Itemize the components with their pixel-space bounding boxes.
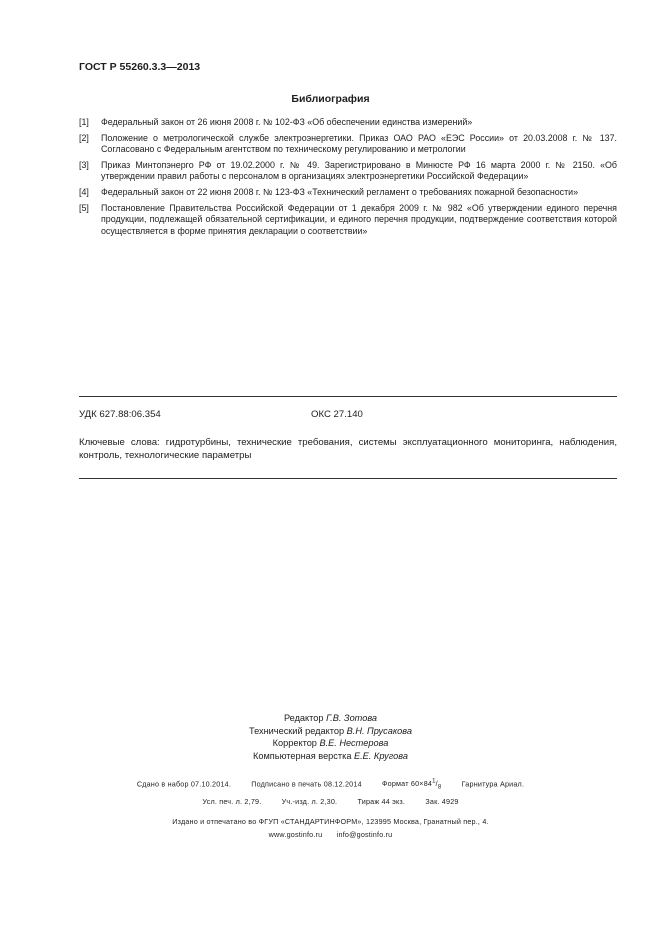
keywords: Ключевые слова: гидротурбины, технические требования, системы эксплуатационного мониторинга, наблюдения, контроль, технологические параметры	[79, 437, 617, 461]
credit-role: Редактор	[283, 713, 324, 723]
imprint-format: Формат $60\times 84^1/_8$	[381, 779, 442, 791]
document-number: ГОСТ Р 55260.3.3—2013	[79, 61, 201, 73]
imprint-sheets: Усл. печ. л. 2,79.	[202, 796, 262, 806]
imprint-edition-sheets: Уч.-изд. л. 2,30.	[281, 796, 338, 806]
publisher-contacts	[0, 828, 661, 841]
bibliography-item	[79, 203, 617, 237]
bibliography-item	[79, 160, 617, 183]
udk-code: УДК 627.88:06.354	[79, 409, 161, 420]
credit-editor	[0, 712, 661, 725]
credit-name: В.Н. Прусакова	[346, 725, 412, 736]
imprint-font: Гарнитура Ариал.	[461, 779, 525, 789]
imprint-order: Зак. 4929	[425, 796, 459, 806]
imprint-submitted: Сдано в набор 07.10.2014.	[136, 779, 232, 789]
bibliography-item-number: [3]	[79, 160, 89, 171]
bibliography-item-number: [2]	[79, 132, 89, 143]
credit-technical-editor	[0, 725, 661, 738]
bibliography-list	[79, 117, 617, 242]
credit-name: В.Е. Нестерова	[319, 738, 389, 748]
credits-block	[0, 712, 661, 762]
imprint-print-run: Тираж 44 экз.	[357, 796, 406, 806]
credit-layout	[0, 750, 661, 763]
bibliography-item-number: [1]	[79, 117, 89, 127]
bibliography-item-number: [4]	[79, 187, 89, 198]
bibliography-item-text: Положение о метрологической службе электроэнергетики. Приказ ОАО РАО «ЕЭС России» от 20.03.2008 г. № 137. Согласовано с Федеральным агентством по техническому регулированию и метрологии	[101, 132, 617, 155]
imprint-block	[0, 775, 661, 809]
publisher-email: info@gostinfo.ru	[336, 830, 393, 839]
bibliography-item-text: Федеральный закон от 22 июня 2008 г. № 123-ФЗ «Технический регламент о требованиях пожарной безопасности»	[101, 187, 579, 198]
publisher-website: www.gostinfo.ru	[268, 830, 323, 839]
imprint-signed: Подписано в печать 08.12.2014	[251, 779, 362, 789]
oks-code: ОКС 27.140	[311, 409, 363, 420]
bibliography-item	[79, 187, 617, 198]
credit-role: Технический редактор	[249, 725, 345, 736]
bibliography-item	[79, 117, 617, 128]
publisher-line: Издано и отпечатано во ФГУП «СТАНДАРТИНФОРМ», 123995 Москва, Гранатный пер., 4.	[172, 817, 489, 826]
imprint-line-2	[0, 795, 661, 809]
credit-name: Е.Е. Кругова	[354, 750, 408, 761]
imprint-line-1	[0, 775, 661, 795]
bibliography-item	[79, 133, 617, 156]
credit-name: Г.В. Зотова	[326, 713, 378, 723]
credit-proofreader	[0, 737, 661, 750]
divider-top	[79, 396, 617, 397]
divider-bottom	[79, 478, 617, 479]
bibliography-item-text: Постановление Правительства Российской Федерации от 1 декабря 2009 г. № 982 «Об утверждении единого перечня продукции, подлежащей обязательной сертификации, и единого перечня продукции, подтверждение соответствия которой осуществляется в форме принятия декларации о соответствии»	[101, 203, 617, 236]
credit-role: Корректор	[272, 738, 317, 748]
bibliography-item-number: [5]	[79, 203, 89, 214]
bibliography-title: Библиография	[291, 93, 370, 105]
bibliography-item-text: Приказ Минтопэнерго РФ от 19.02.2000 г. № 49. Зарегистрировано в Минюсте РФ 16 марта 2000 г. № 2150. «Об утверждении правил работы с персоналом в организациях электроэнергетики Российской Федерации»	[101, 160, 617, 182]
publisher-block	[0, 815, 661, 841]
bibliography-item-text: Федеральный закон от 26 июня 2008 г. № 102-ФЗ «Об обеспечении единства измерений»	[101, 117, 473, 127]
credit-role: Компьютерная верстка	[253, 750, 352, 761]
